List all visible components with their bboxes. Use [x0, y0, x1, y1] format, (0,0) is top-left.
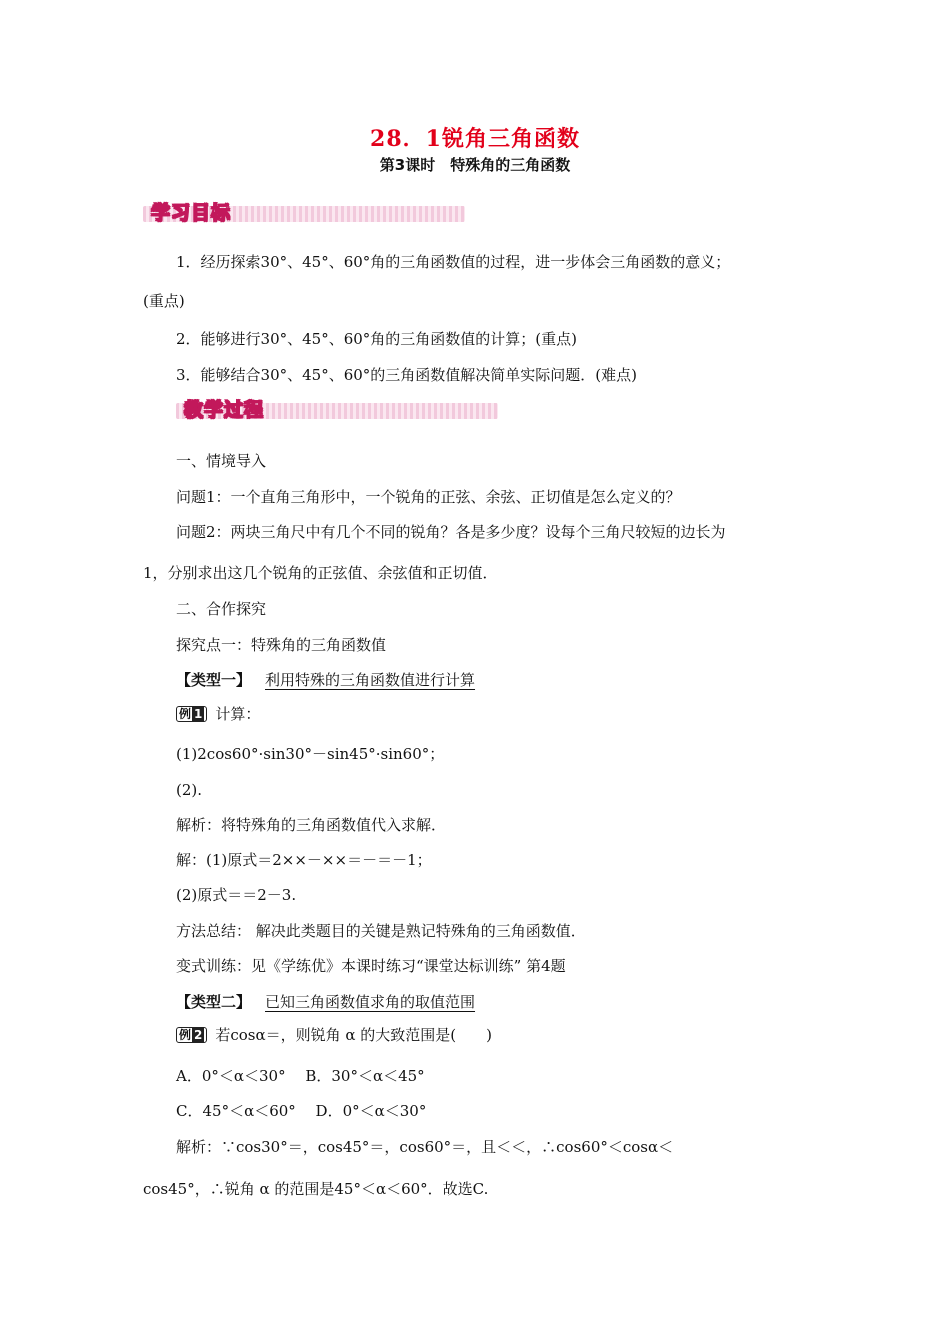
example-2: [176, 1024, 492, 1046]
part2-title: 二、合作探究: [176, 600, 267, 618]
point1-title: 探究点一：特殊角的三角函数值: [176, 636, 387, 654]
objective-1: 1．经历探索30°、45°、60°角的三角函数值的过程，进一步体会三角函数的意义；: [176, 253, 731, 271]
type1-heading: [176, 669, 475, 691]
example-2-options-cd: C．45°＜α＜60° D．0°＜α＜30°: [176, 1102, 427, 1120]
example-1-variant: 变式训练：见《学练优》本课时练习“课堂达标训练” 第4题: [176, 957, 566, 975]
example-2-analysis-line1: 解析：∵cos30°＝，cos45°＝，cos60°＝，且＜＜，∴cos60°＜cosα＜: [176, 1138, 674, 1156]
type1-title: 利用特殊的三角函数值进行计算: [265, 671, 476, 689]
type2-tag: 【类型二】: [176, 993, 252, 1011]
example-1: [176, 703, 260, 725]
example-1-analysis: 解析：将特殊角的三角函数值代入求解．: [176, 816, 447, 834]
part1-title: 一、情境导入: [176, 452, 267, 470]
page-title: 28．1锐角三角函数: [370, 126, 580, 152]
example-2-analysis-line2: cos45°，∴锐角 α 的范围是45°＜α＜60°．故选C.: [143, 1180, 489, 1198]
example-badge: 例 1: [176, 706, 207, 722]
objectives-label: 学习目标: [151, 202, 232, 224]
question-1: 问题1：一个直角三角形中，一个锐角的正弦、余弦、正切值是怎么定义的？: [176, 488, 681, 506]
example-2-text: 若cosα＝，则锐角 α 的大致范围是( ): [215, 1026, 493, 1044]
example-badge: 例 2: [176, 1027, 207, 1043]
example-1-q1: (1)2cos60°·sin30°－sin45°·sin60°；: [176, 745, 445, 763]
example-1-solution-1: 解：(1)原式＝2××－××＝－＝－1；: [176, 851, 432, 869]
objective-3: 3．能够结合30°、45°、60°的三角函数值解决简单实际问题．(难点): [176, 366, 638, 384]
objectives-banner: [143, 200, 465, 226]
example-1-q2: (2).: [176, 781, 203, 799]
example-1-solution-2: (2)原式＝＝2－3.: [176, 886, 297, 904]
example-2-options-ab: A．0°＜α＜30° B．30°＜α＜45°: [176, 1067, 425, 1085]
type2-title: 已知三角函数值求角的取值范围: [265, 993, 476, 1011]
objective-2: 2．能够进行30°、45°、60°角的三角函数值的计算；(重点): [176, 330, 578, 348]
process-banner: [176, 397, 498, 423]
question-2-line1: 问题2：两块三角尺中有几个不同的锐角？各是多少度？设每个三角尺较短的边长为: [176, 523, 726, 541]
type2-heading: [176, 991, 475, 1013]
objective-1-note: (重点): [143, 292, 185, 310]
example-1-method: 方法总结： 解决此类题目的关键是熟记特殊角的三角函数值．: [176, 922, 586, 940]
page-subtitle: 第3课时 特殊角的三角函数: [379, 156, 571, 174]
example-1-text: 计算：: [215, 705, 261, 723]
process-label: 教学过程: [184, 399, 265, 421]
question-2-line2: 1，分别求出这几个锐角的正弦值、余弦值和正切值．: [143, 564, 498, 582]
type1-tag: 【类型一】: [176, 671, 252, 689]
